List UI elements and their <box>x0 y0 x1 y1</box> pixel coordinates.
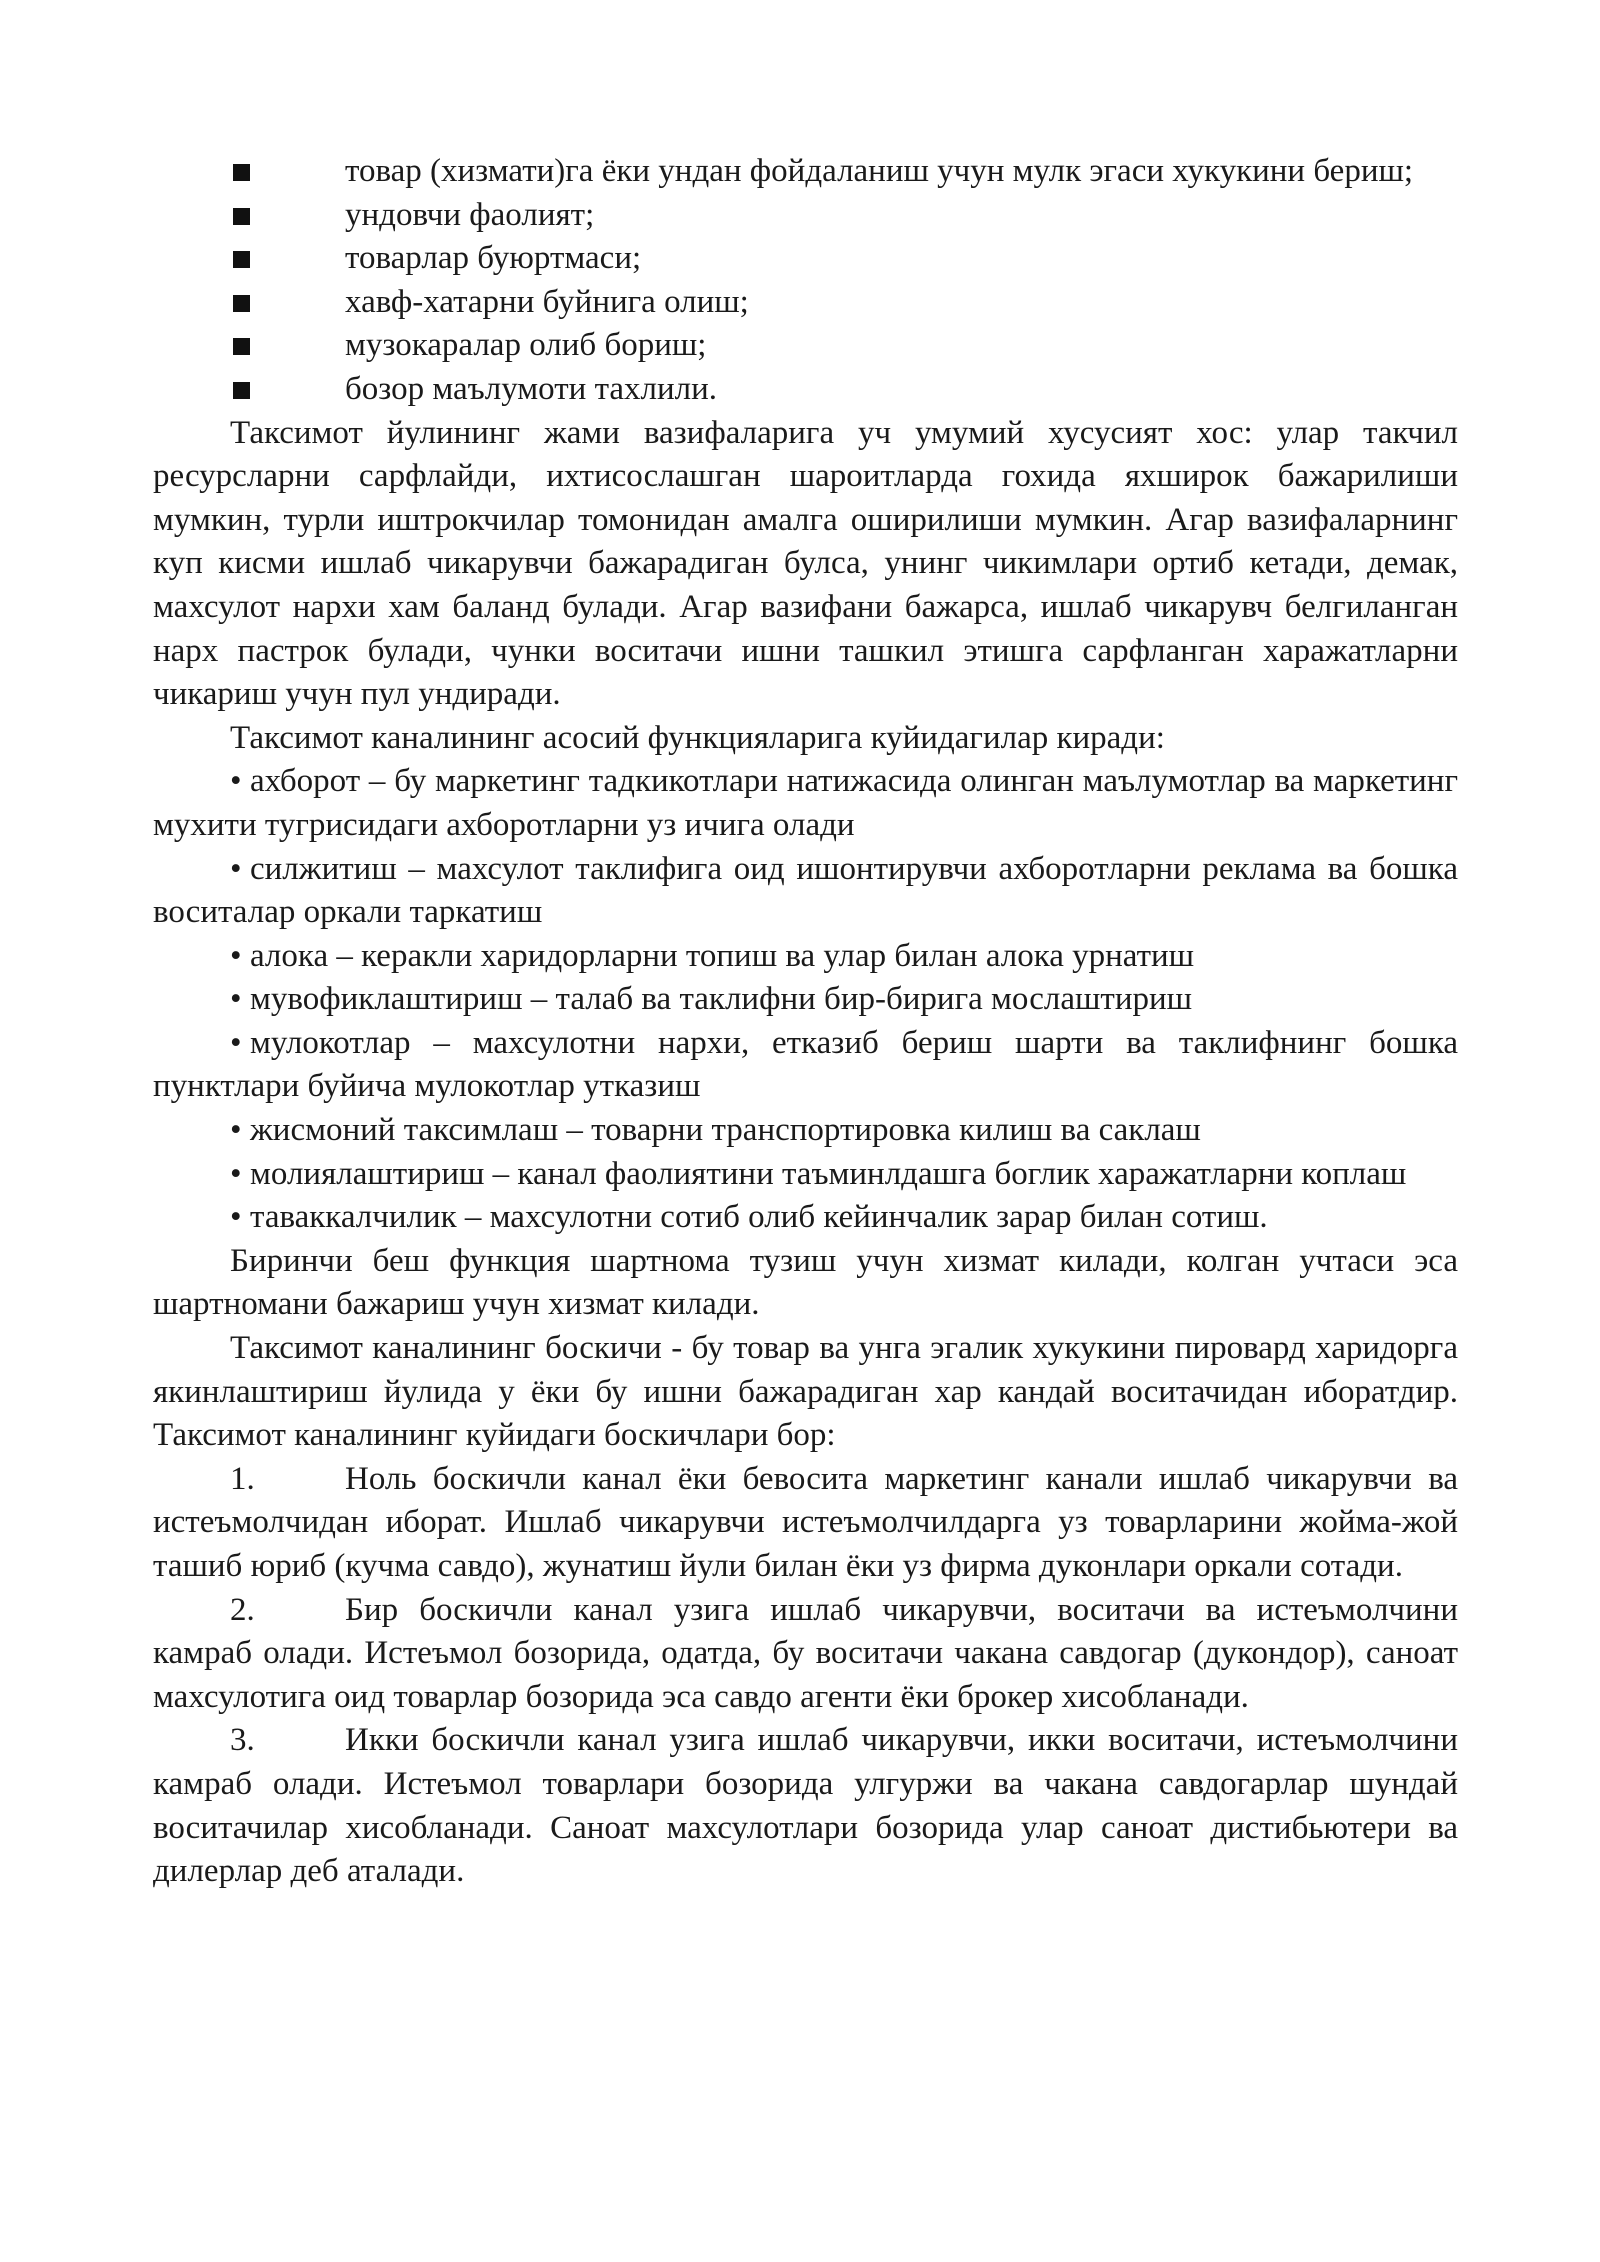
paragraph: Таксимот каналининг боскичи - бу товар ва унга эгалик хукукини пировард харидорга якинлаштириш йулида у ёки бу ишни бажарадиган хар кандай воситачидан иборатдир. Таксимот каналининг куйидаги боскичлари бор: <box>153 1330 1458 1454</box>
list-item-text: бозор маълумоти тахлили. <box>345 370 718 407</box>
square-list-item <box>153 324 1458 368</box>
list-number: 1. <box>230 1460 255 1497</box>
square-list-item <box>153 368 1458 412</box>
dot-bullet-icon: • <box>230 1024 242 1061</box>
list-item-text: ахборот – бу маркетинг тадкикотлари натижасида олинган маълумотлар ва маркетинг мухити тугрисидаги ахборотларни уз ичига олади <box>153 763 1458 843</box>
list-item-text: музокаралар олиб бориш; <box>345 327 707 364</box>
square-bullet-icon <box>233 208 250 225</box>
paragraph: Таксимот йулининг жами вазифаларига уч умумий хусусият хос: улар такчил ресурсларни сарфлайди, ихтисослашган шароитларда гохида яхширок бажарилиши мумкин, турли иштрокчилар томонидан амалга оширилиши мумкин. Агар вазифаларнинг куп кисми ишлаб чикарувчи бажарадиган булса, унинг чикимлари ортиб кетади, демак, махсулот нархи хам баланд булади. Агар вазифани бажарса, ишлаб чикарувч белгиланган нарх пастрок булади, чунки воситачи ишни ташкил этишга сарфланган харажатларни чикариш учун пул ундиради. <box>153 414 1458 713</box>
dot-list-item <box>153 1153 1458 1197</box>
dot-bullet-icon: • <box>230 981 242 1018</box>
square-list-item <box>153 194 1458 238</box>
dot-bullet-icon: • <box>230 763 242 800</box>
dot-list-item <box>153 1109 1458 1153</box>
list-item-text: силжитиш – махсулот таклифига оид ишонтирувчи ахборотларни реклама ва бошка воситалар оркали таркатиш <box>153 850 1458 931</box>
document-page <box>153 150 1458 1894</box>
dot-list-item <box>153 1196 1458 1240</box>
square-list-item <box>153 281 1458 325</box>
numbered-list-item <box>153 1719 1458 1893</box>
dot-bullet-icon: • <box>230 1112 242 1149</box>
square-bullet-icon <box>233 251 250 268</box>
dot-list-item <box>153 1022 1458 1109</box>
list-item-text: Ноль боскичли канал ёки бевосита маркетинг канали ишлаб чикарувчи ва истеъмолчидан иборат. Ишлаб чикарувчи истеъмолчилдарга уз товарларини жойма-жой ташиб юриб (кучма савдо), жунатиш йули билан ёки уз фирма дуконлари оркали сотади. <box>153 1460 1458 1584</box>
list-item-text: ундовчи фаолият; <box>345 196 595 233</box>
numbered-list-item <box>153 1458 1458 1589</box>
list-item-text: молиялаштириш – канал фаолиятини таъминлдашга боглик харажатларни коплаш <box>250 1155 1407 1192</box>
list-item-text: товар (хизмати)га ёки ундан фойдаланиш учун мулк эгаси хукукини бериш; <box>345 153 1414 189</box>
list-number: 2. <box>230 1591 255 1628</box>
list-item-text: товарлар буюртмаси; <box>345 240 642 277</box>
list-item-text: алока – керакли харидорларни топиш ва улар билан алока урнатиш <box>250 937 1195 974</box>
square-bullet-icon <box>233 295 250 312</box>
list-item-text: хавф-хатарни буйнига олиш; <box>345 283 749 320</box>
square-list-item <box>153 150 1458 194</box>
list-item-text: Бир боскичли канал узига ишлаб чикарувчи, воситачи ва истеъмолчини камраб олади. Истеъмол бозорида, одатда, бу воситачи чакана савдогар (дукондор), саноат махсулотига оид товарлар бозорида эса савдо агенти ёки брокер хисобланади. <box>153 1591 1458 1715</box>
paragraph: Биринчи беш функция шартнома тузиш учун хизмат килади, колган учтаси эса шартномани бажариш учун хизмат килади. <box>153 1242 1458 1323</box>
dot-list-item <box>153 935 1458 979</box>
dot-list-item <box>153 978 1458 1022</box>
dot-bullet-icon: • <box>230 1155 242 1192</box>
dot-bullet-icon: • <box>230 937 242 974</box>
list-item-text: мулокотлар – махсулотни нархи, етказиб бериш шарти ва таклифнинг бошка пунктлари буйича мулокотлар утказиш <box>153 1024 1458 1105</box>
numbered-list-item <box>153 1589 1458 1720</box>
dot-bullet-icon: • <box>230 850 242 887</box>
list-item-text: мувофиклаштириш – талаб ва таклифни бир-бирига мослаштириш <box>250 981 1193 1018</box>
dot-list-item <box>153 760 1458 847</box>
dot-list-item <box>153 848 1458 935</box>
square-bullet-icon <box>233 164 250 181</box>
list-number: 3. <box>230 1722 255 1759</box>
paragraph: Таксимот каналининг асосий функцияларига куйидагилар киради: <box>230 719 1165 756</box>
dot-bullet-icon: • <box>230 1199 242 1236</box>
square-bullet-icon <box>233 382 250 399</box>
square-list-item <box>153 237 1458 281</box>
square-bullet-icon <box>233 338 250 355</box>
list-item-text: Икки боскичли канал узига ишлаб чикарувчи, икки воситачи, истеъмолчини камраб олади. Истеъмол товарлари бозорида улгуржи ва чакана савдогарлар шундай воситачилар хисобланади. Саноат махсулотлари бозорида улар саноат дистибьютери ва дилерлар деб аталади. <box>153 1722 1458 1890</box>
list-item-text: жисмоний таксимлаш – товарни транспортировка килиш ва саклаш <box>250 1112 1201 1149</box>
list-item-text: таваккалчилик – махсулотни сотиб олиб кейинчалик зарар билан сотиш. <box>250 1199 1268 1236</box>
